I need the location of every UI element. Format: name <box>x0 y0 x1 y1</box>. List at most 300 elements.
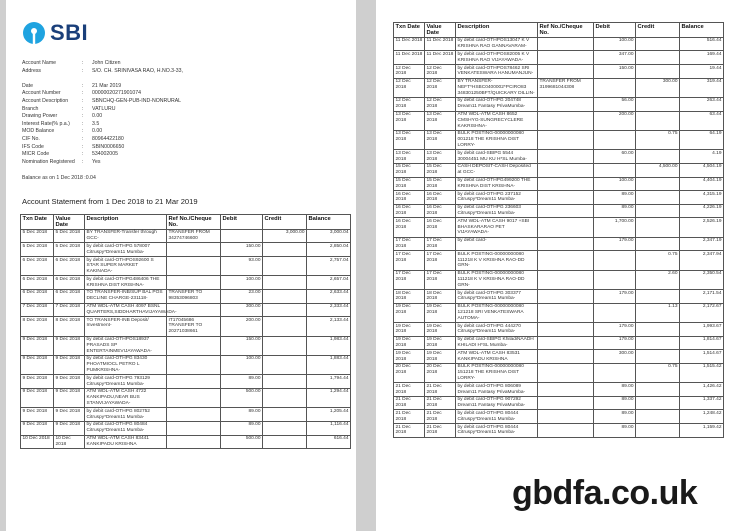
table-row <box>394 51 724 65</box>
table-header <box>21 215 351 230</box>
info-label: CIF No. <box>22 135 40 142</box>
table-cell <box>538 303 594 322</box>
table-cell <box>167 375 221 389</box>
table-cell: 19 Dec 2018 <box>394 303 425 322</box>
table-cell <box>263 355 307 374</box>
table-cell <box>263 276 307 290</box>
statement-page-2 <box>376 0 737 531</box>
table-cell: 9 Dec 2018 <box>54 408 85 422</box>
table-cell: 11 Dec 2018 <box>394 51 425 65</box>
table-cell: by debit card-SBIPG KhiladiNAADH KHILADI H*SL Mumba- <box>456 336 538 350</box>
table-row <box>21 408 351 422</box>
table-cell: by debit card-OTHPG 237152 Citruspy*Dream11 Mumba- <box>456 191 538 205</box>
table-cell: by debit card-OTHPG 578007 Citruspy*Dream11 Mumba- <box>85 243 167 257</box>
table-row <box>394 350 724 364</box>
table-cell: 89.00 <box>594 396 636 410</box>
table-cell: 21 Dec 2018 <box>394 424 425 438</box>
table-row <box>21 336 351 355</box>
table-cell: 89.00 <box>594 191 636 205</box>
table-cell: 10 Dec 2018 <box>54 435 85 449</box>
info-value: Yes <box>92 158 101 165</box>
table-cell: 2,757.04 <box>307 257 351 276</box>
table-row <box>394 177 724 191</box>
info-value: 3.5 <box>92 120 100 127</box>
account-info-row <box>22 121 183 129</box>
transactions-table-page-2 <box>393 22 724 438</box>
table-cell <box>538 424 594 438</box>
table-cell <box>167 421 221 435</box>
table-cell: 300.00 <box>594 350 636 364</box>
table-cell <box>167 408 221 422</box>
table-cell: 20 Dec 2018 <box>394 363 425 382</box>
table-cell: 6 Dec 2018 <box>54 289 85 303</box>
table-cell <box>263 375 307 389</box>
table-cell <box>636 150 680 164</box>
table-cell: 150.00 <box>594 65 636 79</box>
table-cell: 200.00 <box>221 317 263 336</box>
table-cell: 2,172.67 <box>680 303 724 322</box>
table-cell <box>538 111 594 130</box>
table-cell <box>167 243 221 257</box>
table-cell: by debit card-OTHPG486406 THE KRISHNA DIST KRISHNA- <box>85 276 167 290</box>
table-cell: 179.00 <box>594 323 636 337</box>
table-cell <box>636 383 680 397</box>
table-cell: 263.44 <box>680 97 724 111</box>
table-row <box>21 375 351 389</box>
table-cell: by debit card-SBIPG 5544 30004451 MU KU H*SL Mumba- <box>456 150 538 164</box>
table-cell: 1,116.44 <box>307 421 351 435</box>
table-cell: by debit card-OTHPG 236603 Citruspy*Dream11 Mumba- <box>456 204 538 218</box>
table-cell: 616.44 <box>307 435 351 449</box>
table-cell <box>538 150 594 164</box>
table-cell: 169.44 <box>680 51 724 65</box>
table-cell: by debit card-OTHPG 907292 Dream11 Fantasy PrivaMumba- <box>456 396 538 410</box>
table-cell: BY TRANSFER-NEFT*HSBC0400002*PCIRO83 348301250BFT/QUICKARY DILLIN- <box>456 78 538 97</box>
table-cell: 100.00 <box>221 355 263 374</box>
table-cell: 9 Dec 2018 <box>54 375 85 389</box>
table-cell: 9 Dec 2018 <box>21 408 54 422</box>
table-cell: 18 Dec 2018 <box>425 290 456 304</box>
transactions-table-page-1 <box>20 214 351 449</box>
account-info-row <box>22 90 183 98</box>
table-cell: 89.00 <box>594 410 636 424</box>
table-cell: 2,633.44 <box>307 289 351 303</box>
table-cell: by debit card-OTHPOS82005 K V KRISHNA RAO VIJAYAWADA- <box>456 51 538 65</box>
info-label: MICR Code <box>22 151 50 158</box>
table-cell: 12 Dec 2018 <box>394 78 425 97</box>
account-info-row <box>22 83 183 91</box>
table-cell: 13 Dec 2018 <box>425 111 456 130</box>
table-cell <box>636 204 680 218</box>
info-separator: : <box>82 105 84 112</box>
table-cell: 4.19 <box>680 150 724 164</box>
table-cell: BULK POSTING-00000000080 111218 K V KRISHNA RAO-DD GRN- <box>456 270 538 289</box>
bank-name: SBI <box>50 20 89 45</box>
table-cell: by debit card-OTHPG 802752 Citruspy*Dream11 Mumba- <box>85 408 167 422</box>
table-cell: 1,993.67 <box>680 323 724 337</box>
table-cell <box>167 276 221 290</box>
table-cell: 300.00 <box>221 303 263 317</box>
account-info-row <box>22 106 183 114</box>
table-row <box>394 37 724 51</box>
info-label <box>22 75 82 83</box>
table-cell: 12 Dec 2018 <box>425 65 456 79</box>
table-cell: 2,350.54 <box>680 270 724 289</box>
table-cell: by debit card-OTHPG 80484 Citruspy*Dream11 Mumba- <box>85 421 167 435</box>
table-cell: 9 Dec 2018 <box>54 355 85 374</box>
table-cell: 9 Dec 2018 <box>21 336 54 355</box>
account-info-row <box>22 144 183 152</box>
table-cell: 89.00 <box>594 204 636 218</box>
table-cell: 17 Dec 2018 <box>394 270 425 289</box>
table-cell: 347.00 <box>594 51 636 65</box>
table-cell: ATM WDL-ATM CASH 9017 +SBI BHASKARARAO PET VIJAYAWADA- <box>456 218 538 237</box>
table-row <box>394 396 724 410</box>
table-row <box>21 243 351 257</box>
account-info-row <box>22 151 183 159</box>
table-cell: 15 Dec 2018 <box>425 163 456 177</box>
column-header: Credit <box>636 23 680 38</box>
table-cell: BULK POSTING-00000000080 001218 THE KRISHNA DIST LORRY- <box>456 130 538 149</box>
table-row <box>394 424 724 438</box>
table-cell: 150.00 <box>221 243 263 257</box>
info-label: Account Name <box>22 60 57 66</box>
table-cell: 1,515.42 <box>680 363 724 382</box>
column-header: Txn Date <box>394 23 425 38</box>
sbi-logo <box>22 20 88 46</box>
table-cell: 0.75 <box>636 251 680 270</box>
table-cell: 13 Dec 2018 <box>394 111 425 130</box>
table-cell: 1,883.44 <box>307 355 351 374</box>
table-cell <box>538 130 594 149</box>
table-cell: 9 Dec 2018 <box>21 355 54 374</box>
info-value: 0.00 <box>92 128 103 135</box>
info-separator: : <box>82 151 84 158</box>
table-cell: 17 Dec 2018 <box>425 237 456 251</box>
table-cell: by debit card-OTHPOS13047 K V KRISHNA RAO GANNAVARAM- <box>456 37 538 51</box>
table-cell: 5 Dec 2018 <box>54 229 85 243</box>
table-row <box>21 303 351 317</box>
table-cell: TRANSFER FROM 3199681044308 <box>538 78 594 97</box>
table-cell: by debit card- <box>456 237 538 251</box>
table-cell: 11 Dec 2018 <box>394 37 425 51</box>
table-cell: 23.00 <box>221 289 263 303</box>
table-cell: 20 Dec 2018 <box>425 363 456 382</box>
table-cell: 13 Dec 2018 <box>425 130 456 149</box>
table-cell <box>636 37 680 51</box>
table-cell <box>263 317 307 336</box>
table-cell: TRANSFER TO 98353096803 <box>167 289 221 303</box>
table-cell: ATM WDL-ATM CASH 83441 KANKIPADU KRISHNA <box>85 435 167 449</box>
table-cell: 12 Dec 2018 <box>425 97 456 111</box>
table-cell: 1,248.42 <box>680 410 724 424</box>
column-header: Credit <box>263 215 307 230</box>
info-value: 00000020271901074 <box>92 90 142 97</box>
table-row <box>394 130 724 149</box>
table-cell: 2.60 <box>636 270 680 289</box>
table-cell: 1,814.67 <box>680 336 724 350</box>
table-cell: 19 Dec 2018 <box>394 350 425 364</box>
table-cell: 19 Dec 2018 <box>394 323 425 337</box>
account-info-row <box>22 60 183 68</box>
table-row <box>21 317 351 336</box>
info-separator: : <box>82 128 84 135</box>
statement-page-1 <box>6 0 356 531</box>
table-cell: 21 Dec 2018 <box>425 383 456 397</box>
info-label: MOD Balance <box>22 128 55 135</box>
table-cell <box>538 363 594 382</box>
table-cell: 9 Dec 2018 <box>21 375 54 389</box>
table-row <box>394 237 724 251</box>
table-cell: 18 Dec 2018 <box>394 290 425 304</box>
table-cell <box>538 237 594 251</box>
table-cell <box>263 435 307 449</box>
account-info-row <box>22 68 183 76</box>
table-row <box>21 388 351 407</box>
table-cell: by debit card-OTHPG 793129 Citruspy*Dream11 Mumba- <box>85 375 167 389</box>
info-separator: : <box>82 143 84 150</box>
info-separator <box>82 75 92 83</box>
info-label: Account Number <box>22 90 61 97</box>
table-cell: 16 Dec 2018 <box>394 218 425 237</box>
table-row <box>21 289 351 303</box>
info-label: Address <box>22 67 42 74</box>
table-cell: 13 Dec 2018 <box>394 130 425 149</box>
table-cell: 6 Dec 2018 <box>21 276 54 290</box>
table-row <box>394 78 724 97</box>
info-value: SBNCHQ-GEN-PUB-IND-NONRURAL <box>92 97 182 104</box>
table-cell: 9 Dec 2018 <box>21 421 54 435</box>
table-cell: 6 Dec 2018 <box>54 257 85 276</box>
table-cell: 12 Dec 2018 <box>394 65 425 79</box>
column-header: Ref No./Cheque No. <box>538 23 594 38</box>
table-cell: 21 Dec 2018 <box>425 424 456 438</box>
table-cell <box>538 270 594 289</box>
table-cell: 1,426.42 <box>680 383 724 397</box>
table-cell: 15 Dec 2018 <box>394 163 425 177</box>
table-row <box>394 251 724 270</box>
table-cell: 2,333.44 <box>307 303 351 317</box>
table-cell <box>636 177 680 191</box>
table-cell <box>636 424 680 438</box>
table-row <box>394 410 724 424</box>
sbi-keyhole-logo-icon <box>22 21 46 45</box>
info-label: Nomination Registered <box>22 158 75 165</box>
info-label: Account Description <box>22 97 69 104</box>
table-row <box>394 363 724 382</box>
table-cell: 21 Dec 2018 <box>394 383 425 397</box>
info-label: IFS Code <box>22 143 44 150</box>
info-separator: : <box>82 120 84 127</box>
table-cell: 150.00 <box>221 336 263 355</box>
table-cell: 9 Dec 2018 <box>54 421 85 435</box>
info-separator: : <box>82 158 84 165</box>
table-cell: 89.00 <box>594 424 636 438</box>
column-header: Description <box>85 215 167 230</box>
table-cell: 19 Dec 2018 <box>425 350 456 364</box>
table-cell <box>167 336 221 355</box>
table-cell: 4,500.00 <box>636 163 680 177</box>
table-cell <box>167 257 221 276</box>
table-cell: 100.00 <box>221 276 263 290</box>
table-cell <box>538 37 594 51</box>
table-row <box>21 229 351 243</box>
table-row <box>394 65 724 79</box>
table-cell: 6 Dec 2018 <box>21 257 54 276</box>
info-separator: : <box>82 82 84 89</box>
table-cell: by debit card-OTHPG 303377 Citruspy*Dream11 Mumba- <box>456 290 538 304</box>
column-header: Description <box>456 23 538 38</box>
table-cell <box>594 163 636 177</box>
column-header: Ref No./Cheque No. <box>167 215 221 230</box>
table-cell: 319.44 <box>680 78 724 97</box>
info-separator: : <box>82 97 84 104</box>
table-cell: by debit card-OTHPOS92600 S STAR SUPER MARKET KAKINADA- <box>85 257 167 276</box>
table-cell: 1,794.44 <box>307 375 351 389</box>
table-cell: 19 Dec 2018 <box>425 336 456 350</box>
table-cell: ATM WDL-ATM CASH 8652 CMSHYG-SUNGRECYCLERE KAKRISHNA- <box>456 111 538 130</box>
table-cell <box>538 350 594 364</box>
table-cell <box>636 111 680 130</box>
table-cell <box>538 51 594 65</box>
table-row <box>394 290 724 304</box>
table-cell <box>538 410 594 424</box>
table-cell: 179.00 <box>594 237 636 251</box>
table-cell <box>594 78 636 97</box>
table-cell: 9 Dec 2018 <box>21 388 54 407</box>
table-cell: 16 Dec 2018 <box>394 204 425 218</box>
table-cell: 16 Dec 2018 <box>394 191 425 205</box>
table-cell: BULK POSTING-00000000080 121218 SRI VENKATESWARA AUTOMA- <box>456 303 538 322</box>
table-cell: 63.44 <box>680 111 724 130</box>
table-cell <box>538 191 594 205</box>
table-row <box>394 383 724 397</box>
table-cell: 15 Dec 2018 <box>394 177 425 191</box>
table-cell: 13 Dec 2018 <box>425 150 456 164</box>
table-cell <box>167 355 221 374</box>
table-cell: 3,000.04 <box>307 229 351 243</box>
table-cell: by debit card-OTHPG 444270 Citruspy*Dream11 Mumba- <box>456 323 538 337</box>
table-cell <box>538 290 594 304</box>
table-row <box>394 150 724 164</box>
table-row <box>394 303 724 322</box>
table-cell <box>636 350 680 364</box>
table-cell: BY TRANSFER-Transfer through GCC- <box>85 229 167 243</box>
table-cell: 0.75 <box>636 130 680 149</box>
table-cell: 500.00 <box>221 388 263 407</box>
table-cell: 4,315.19 <box>680 191 724 205</box>
table-cell <box>263 408 307 422</box>
table-cell: 8 Dec 2018 <box>21 317 54 336</box>
table-cell: 21 Dec 2018 <box>425 396 456 410</box>
table-cell: 4,404.19 <box>680 177 724 191</box>
table-cell <box>263 421 307 435</box>
info-value: 534002005 <box>92 151 118 158</box>
account-info-row <box>22 128 183 136</box>
table-cell: 1,294.44 <box>307 388 351 407</box>
table-cell: 19.44 <box>680 65 724 79</box>
table-cell: 9 Dec 2018 <box>54 388 85 407</box>
table-row <box>394 111 724 130</box>
table-cell <box>538 177 594 191</box>
table-cell: 8 Dec 2018 <box>54 317 85 336</box>
table-cell: by debit card-OTHPG 80444 Citruspy*Dream11 Mumba- <box>456 424 538 438</box>
info-separator: : <box>82 113 84 120</box>
table-cell: 16 Dec 2018 <box>425 218 456 237</box>
table-cell: BULK POSTING-00000000080 151218 THE KRISHNA DIST LORRY- <box>456 363 538 382</box>
table-cell <box>636 237 680 251</box>
table-cell: by debit card-OTHPG 80444 Citruspy*Dream11 Mumba- <box>456 410 538 424</box>
table-cell: 2,850.04 <box>307 243 351 257</box>
table-cell <box>636 191 680 205</box>
table-cell <box>636 97 680 111</box>
column-header: Balance <box>307 215 351 230</box>
table-cell: 1,159.42 <box>680 424 724 438</box>
table-cell: 60.00 <box>594 150 636 164</box>
table-cell: TRANSFER FROM 34274746600 <box>167 229 221 243</box>
table-cell: 300.00 <box>636 78 680 97</box>
column-header: Debit <box>221 215 263 230</box>
info-value: SBIN0006650 <box>92 143 125 150</box>
info-value: 80964422180 <box>92 135 124 142</box>
table-cell <box>594 270 636 289</box>
table-cell <box>594 363 636 382</box>
table-cell <box>636 323 680 337</box>
table-cell: 1,205.44 <box>307 408 351 422</box>
table-cell: 11 Dec 2018 <box>425 37 456 51</box>
table-cell <box>636 218 680 237</box>
table-cell: 17 Dec 2018 <box>394 251 425 270</box>
table-cell: 13 Dec 2018 <box>394 150 425 164</box>
table-row <box>394 97 724 111</box>
table-cell: 5 Dec 2018 <box>54 243 85 257</box>
table-cell: by debit card-OTHPG 806089 Dream11 Fantasy PrivaMumba- <box>456 383 538 397</box>
table-cell <box>594 130 636 149</box>
table-cell: 93.00 <box>221 257 263 276</box>
table-cell: 21 Dec 2018 <box>394 410 425 424</box>
info-label: Date <box>22 82 33 89</box>
table-header <box>394 23 724 38</box>
table-cell: by debit card-OTHPG499200 THE KRISHNA DIST KRISHNA- <box>456 177 538 191</box>
table-cell <box>636 336 680 350</box>
account-info-row <box>22 75 183 83</box>
table-cell: 200.00 <box>594 111 636 130</box>
table-cell: by debit card-OTHPG 204748 Dream11 Fantasy PrivaMumba- <box>456 97 538 111</box>
table-cell <box>594 303 636 322</box>
table-cell: TO TRANSFER-INB Deposit/ Investment- <box>85 317 167 336</box>
table-row <box>394 191 724 205</box>
table-cell: 1,983.44 <box>307 336 351 355</box>
statement-title: Account Statement from 1 Dec 2018 to 21 Mar 2019 <box>22 197 198 206</box>
table-cell <box>538 396 594 410</box>
table-cell: 500.00 <box>221 435 263 449</box>
table-cell: 7 Dec 2018 <box>21 303 54 317</box>
account-info <box>22 60 183 166</box>
table-cell: TO TRANSFER-INB/SUP BAL POS DECLINE CHARGE-231118- <box>85 289 167 303</box>
table-cell: 100.00 <box>594 177 636 191</box>
opening-balance: Balance as on 1 Dec 2018 :0.04 <box>22 175 96 181</box>
table-cell <box>263 336 307 355</box>
table-cell: 16 Dec 2018 <box>425 191 456 205</box>
info-separator: : <box>82 90 84 97</box>
table-cell <box>594 251 636 270</box>
table-cell: 5 Dec 2018 <box>21 243 54 257</box>
table-cell <box>538 218 594 237</box>
info-value: S/O. CH. SRINIVASA RAO, H.NO.3-33, <box>92 67 183 74</box>
table-cell: 179.00 <box>594 290 636 304</box>
table-cell: 4,504.19 <box>680 163 724 177</box>
table-cell: 17 Dec 2018 <box>425 251 456 270</box>
